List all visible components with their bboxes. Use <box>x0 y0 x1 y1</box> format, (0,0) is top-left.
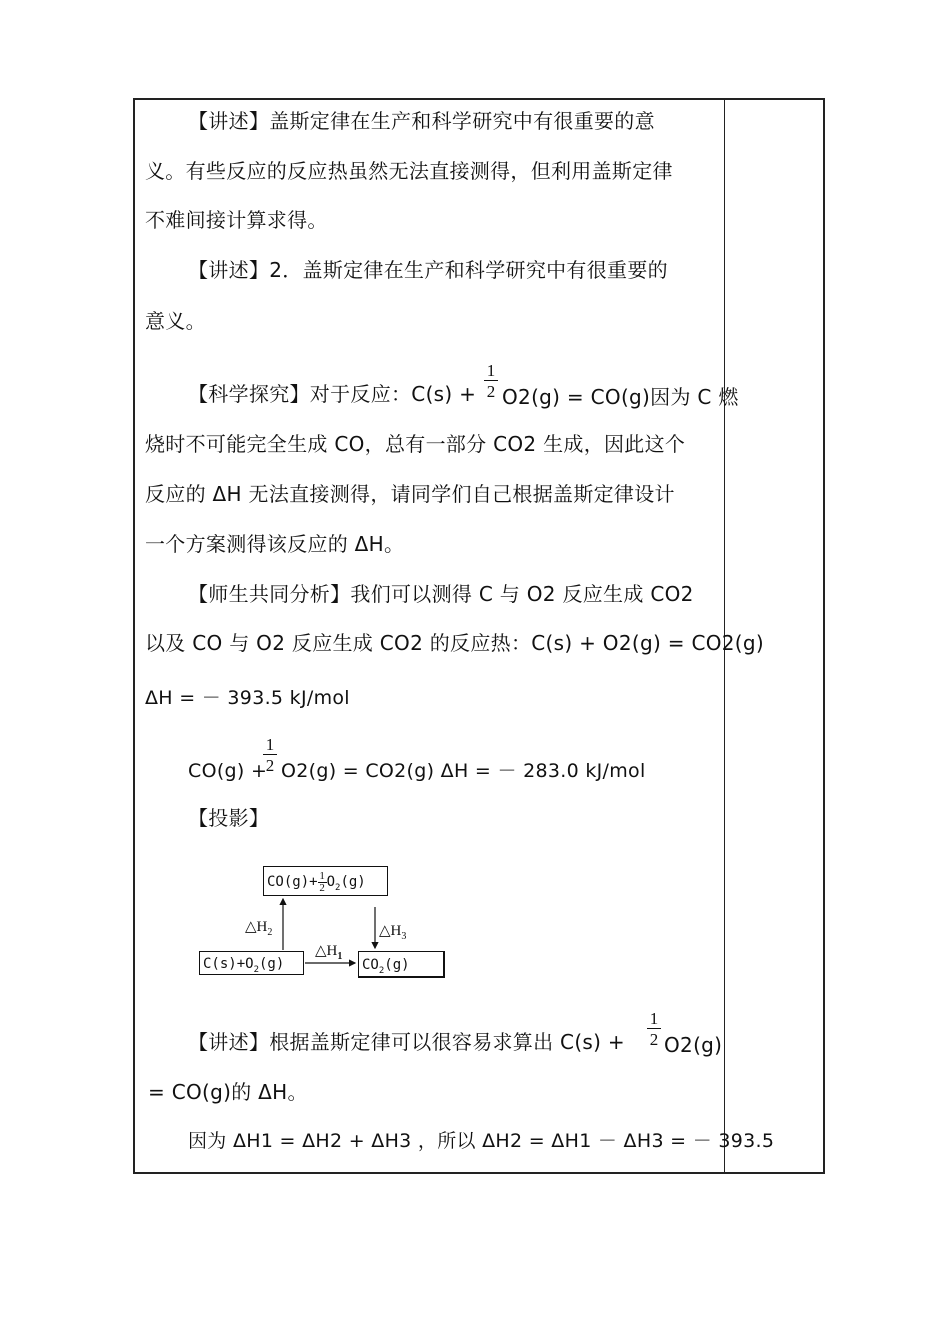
paragraph-line: 不难间接计算求得。 <box>145 208 328 232</box>
paragraph-line: 烧时不可能完全生成 CO，总有一部分 CO2 生成，因此这个 <box>145 432 686 456</box>
paragraph-line: = CO(g)的 ΔH。 <box>148 1080 308 1104</box>
fraction-one-half <box>484 362 498 400</box>
paragraph-line: ΔH = － 393.5 kJ/mol <box>145 687 350 709</box>
delta-h1-label: $\triangle H_1$ <box>315 943 343 962</box>
paragraph-line: 反应的 ΔH 无法直接测得，请同学们自己根据盖斯定律设计 <box>145 482 675 506</box>
fraction-numerator: 1 <box>647 1010 661 1029</box>
diagram-arrows <box>195 855 455 985</box>
paragraph-line: 一个方案测得该反应的 ΔH。 <box>145 532 405 556</box>
co2-box: $CO_2(g)$ <box>358 951 445 978</box>
paragraph-line: 【师生共同分析】我们可以测得 C 与 O2 反应生成 CO2 <box>188 582 694 606</box>
paragraph-line: 【讲述】2．盖斯定律在生产和科学研究中有很重要的 <box>188 258 668 282</box>
fraction-denominator: 2 <box>265 756 275 775</box>
fraction-numerator: 1 <box>263 736 277 755</box>
fraction-denominator: 2 <box>649 1030 659 1049</box>
paragraph-line: 【投影】 <box>188 806 270 830</box>
paragraph-line: 【讲述】盖斯定律在生产和科学研究中有很重要的意 <box>188 109 655 133</box>
paragraph-line: CO(g) + <box>188 760 268 782</box>
delta-h2-label: $\triangle H_2$ <box>245 919 273 938</box>
paragraph-line: 义。有些反应的反应热虽然无法直接测得，但利用盖斯定律 <box>145 159 673 183</box>
paragraph-line: O2(g) = CO(g)因为 C 燃 <box>502 385 739 409</box>
paragraph-line: 以及 CO 与 O2 反应生成 CO2 的反应热：C(s) + O2(g) = CO2(g) <box>145 631 764 655</box>
fraction-one-half <box>263 736 277 774</box>
delta-h3-label: $\triangle H_3$ <box>379 923 407 942</box>
fraction-numerator: 1 <box>484 362 498 381</box>
paragraph-line: 意义。 <box>145 309 206 333</box>
paragraph-line: 因为 ΔH1 = ΔH2 + ΔH3 ，所以 ΔH2 = ΔH1 － ΔH3 = － 393.5 <box>188 1130 775 1152</box>
paragraph-line: O2(g) <box>664 1033 723 1057</box>
c-plus-o2-box: $C(s)+O_2(g)$ <box>199 951 304 975</box>
fraction-denominator: 2 <box>486 382 496 401</box>
hess-cycle-diagram <box>195 855 455 985</box>
paragraph-line: O2(g) = CO2(g) ΔH = － 283.0 kJ/mol <box>281 760 646 782</box>
co-plus-half-o2-box: CO(g)+ $\frac{1}{2}$ $O_2(g)$ <box>263 866 388 896</box>
paragraph-line: 【科学探究】对于反应：C(s) + <box>188 382 477 406</box>
fraction-one-half <box>647 1010 661 1048</box>
paragraph-line: 【讲述】根据盖斯定律可以很容易求算出 C(s) + <box>188 1030 625 1054</box>
